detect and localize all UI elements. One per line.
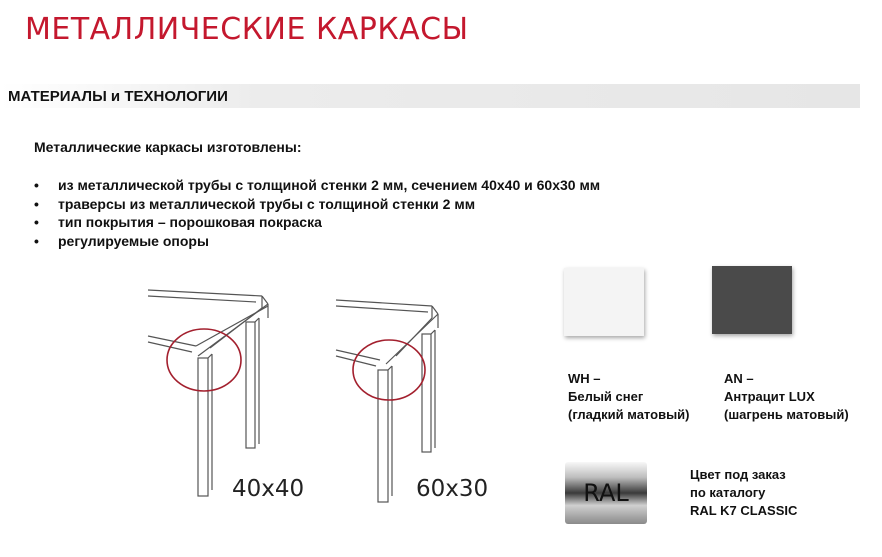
color-swatch-white <box>564 268 644 336</box>
list-item: • тип покрытия – порошковая покраска <box>34 213 600 232</box>
frame-drawings <box>140 278 470 508</box>
ral-caption-line: Цвет под заказ <box>690 467 786 482</box>
list-item: • траверсы из металлической трубы с толщиной стенки 2 мм <box>34 195 600 214</box>
color-code: WH – <box>568 371 601 386</box>
color-caption-white <box>568 370 690 424</box>
ral-caption-line: RAL K7 CLASSIC <box>690 503 798 518</box>
highlight-circle-40x40 <box>167 329 241 391</box>
section-title: МАТЕРИАЛЫ и ТЕХНОЛОГИИ <box>8 88 228 105</box>
page-title: МЕТАЛЛИЧЕСКИЕ КАРКАСЫ <box>25 12 469 47</box>
ral-badge <box>565 462 647 524</box>
frame-40x40-drawing <box>148 290 268 496</box>
list-item: • регулируемые опоры <box>34 232 600 251</box>
size-label-40x40: 40x40 <box>232 476 305 502</box>
frame-60x30-drawing <box>336 300 438 502</box>
ral-badge-text: RAL <box>583 479 629 507</box>
highlight-circle-60x30 <box>353 340 425 400</box>
list-item: • из металлической трубы с толщиной стенки 2 мм, сечением 40х40 и 60х30 мм <box>34 176 600 195</box>
color-name: Антрацит LUX <box>724 389 815 404</box>
color-finish: (гладкий матовый) <box>568 407 690 422</box>
size-label-60x30: 60x30 <box>416 476 489 502</box>
feature-list <box>34 176 600 250</box>
ral-caption-line: по каталогу <box>690 485 766 500</box>
color-name: Белый снег <box>568 389 644 404</box>
color-finish: (шагрень матовый) <box>724 407 849 422</box>
intro-text: Металлические каркасы изготовлены: <box>34 139 302 155</box>
color-caption-anthracite <box>724 370 849 424</box>
color-code: AN – <box>724 371 754 386</box>
ral-caption <box>690 466 797 520</box>
color-swatch-anthracite <box>712 266 792 334</box>
